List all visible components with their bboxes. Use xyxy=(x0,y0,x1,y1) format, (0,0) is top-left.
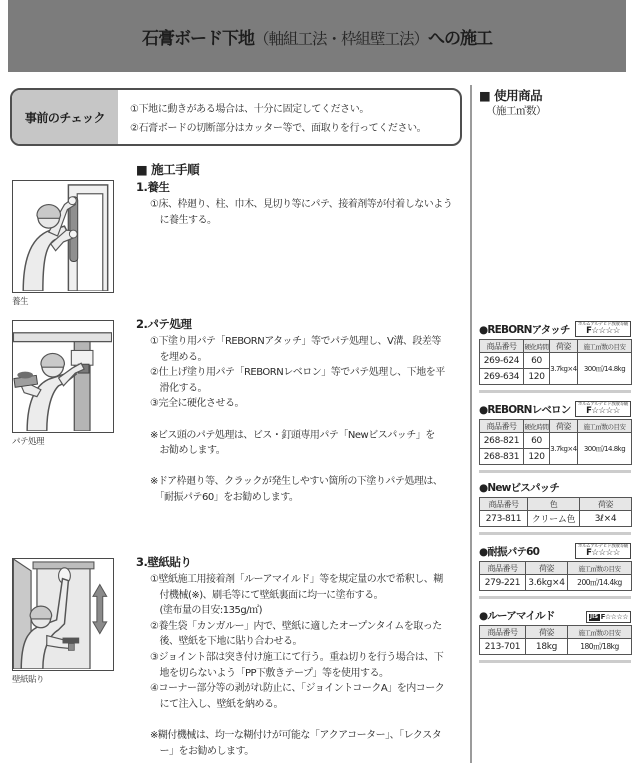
step-text-line xyxy=(150,412,470,428)
step-text-line: ①下塗り用パテ「REBORNアタッチ」等でパテ処理し、V溝、段差等 xyxy=(150,336,441,347)
title-part-main: 石膏ボード下地 xyxy=(141,28,254,49)
cell-coverage: 200㎡/14.4kg xyxy=(568,575,632,591)
step-kabegami xyxy=(136,554,470,759)
used-products-heading: ■ 使用商品 xyxy=(479,88,543,103)
product-table xyxy=(479,625,632,655)
step-pate xyxy=(136,316,470,506)
product-group-reborn-attach xyxy=(479,320,631,393)
col-header: 荷姿 xyxy=(550,340,578,353)
jis-rating-stars: F☆☆☆☆ xyxy=(600,613,628,621)
illustration-yojo-image xyxy=(12,180,114,293)
step-title: 1.養生 xyxy=(136,180,170,194)
precheck-label: 事前のチェック xyxy=(12,90,118,144)
illustration-caption: 壁紙貼り xyxy=(12,675,45,685)
cell-product-number: 269-624 xyxy=(480,353,524,369)
table-separator xyxy=(479,532,631,535)
f-rating-badge xyxy=(575,543,631,560)
step-text-line: ③ジョイント部は突き付け施工にて行う。重ね切りを行う場合は、下 xyxy=(150,651,444,663)
col-header: 硬化時間 xyxy=(524,420,550,433)
cell-product-number: 268-831 xyxy=(480,449,524,465)
cell-product-number: 273-811 xyxy=(480,511,528,527)
step-text-line: に養生する。 xyxy=(150,214,217,226)
procedure-heading: ■ 施工手順 xyxy=(136,162,200,177)
f-rating-stars: F☆☆☆☆ xyxy=(586,405,620,416)
step-text-line: ※糊付機械は、均一な糊付けが可能な「アクアコーター」、「レクスタ xyxy=(150,729,442,741)
illustration-caption: 養生 xyxy=(12,297,29,307)
product-group-rua-mild xyxy=(479,606,631,663)
illustration-kabegami xyxy=(12,558,114,685)
page-title-bar xyxy=(8,0,626,72)
illustration-pate xyxy=(12,320,114,447)
illustration-yojo xyxy=(12,180,114,307)
product-group-taishin-pate60 xyxy=(479,542,631,599)
step-text-line: ー」をお勧めします。 xyxy=(150,745,254,757)
step-text-line: ②仕上げ塗り用パテ「REBORNレベロン」等でパテ処理し、下地を平 xyxy=(150,367,445,379)
f-rating-stars: F☆☆☆☆ xyxy=(586,547,620,558)
f-rating-stars: F☆☆☆☆ xyxy=(586,325,620,336)
product-name: ●Newビスパッチ xyxy=(479,482,560,494)
cell-cure-time: 120 xyxy=(524,369,550,385)
cell-coverage: 300㎡/14.8kg xyxy=(578,353,632,385)
col-header: 施工㎡数の目安 xyxy=(578,340,632,353)
cell-product-number: 213-701 xyxy=(480,639,526,655)
step-title: 3.壁紙貼り xyxy=(136,555,192,569)
f-rating-caption: ホルムアルデヒド放散等級 xyxy=(577,401,628,407)
illustration-caption: パテ処理 xyxy=(12,437,45,447)
jis-f-rating-badge xyxy=(586,611,631,623)
col-header: 商品番号 xyxy=(480,498,528,511)
precheck-item: ①下地に動きがある場合は、十分に固定してください。 xyxy=(130,104,369,115)
col-header: 施工㎡数の目安 xyxy=(568,562,632,575)
step-title: 2.パテ処理 xyxy=(136,317,192,331)
jis-chip: JIS xyxy=(590,613,599,620)
col-header: 荷姿 xyxy=(550,420,578,433)
table-separator xyxy=(479,660,631,663)
step-text-line: ④コーナー部分等の剥がれ防止に、「ジョイントコークA」を内コーク xyxy=(150,683,445,695)
cell-product-number: 268-821 xyxy=(480,433,524,449)
cell-color: クリーム色 xyxy=(528,511,580,527)
used-products-subheading: （施工㎡数） xyxy=(486,105,546,117)
cell-cure-time: 60 xyxy=(524,353,550,369)
product-table xyxy=(479,497,632,527)
step-text-line: ③完全に硬化させる。 xyxy=(150,398,244,410)
col-header: 商品番号 xyxy=(480,626,526,639)
wallpaper-drawing xyxy=(13,559,112,669)
col-header: 施工㎡数の目安 xyxy=(568,626,632,639)
cell-product-number: 269-634 xyxy=(480,369,524,385)
masking-drawing xyxy=(13,181,112,291)
cell-cure-time: 120 xyxy=(524,449,550,465)
step-text-line: ②養生袋「カンガルー」内で、壁紙に適したオープンタイムを取った xyxy=(150,620,442,632)
col-header: 荷姿 xyxy=(580,498,632,511)
product-tables xyxy=(479,320,631,670)
putty-drawing xyxy=(13,321,112,431)
step-text-line xyxy=(150,459,470,475)
product-table xyxy=(479,561,632,591)
step-lines xyxy=(136,334,470,506)
table-separator xyxy=(479,470,631,473)
step-text-line: を埋める。 xyxy=(150,351,207,363)
step-text-line: ※ドア枠廻り等、クラックが発生しやすい箇所の下塗りパテ処理は、 xyxy=(150,476,443,488)
product-name: ●REBORNレベロン xyxy=(479,404,571,416)
title-part-paren: （軸組工法・枠組壁工法） xyxy=(253,29,428,48)
step-text-line: 付機械(※)、刷毛等にて壁紙裏面に均一に塗布する。 xyxy=(150,589,384,601)
col-header: 硬化時間 xyxy=(524,340,550,353)
f-rating-badge xyxy=(575,321,631,338)
f-rating-caption: ホルムアルデヒド放散等級 xyxy=(577,543,628,549)
cell-product-number: 279-221 xyxy=(480,575,526,591)
title-part-suffix: への施工 xyxy=(428,28,492,49)
step-text-line: ①壁紙施工用接着剤「ルーアマイルド」等を規定量の水で希釈し、糊 xyxy=(150,574,443,585)
page-title xyxy=(142,24,492,49)
step-text-line: (塗布量の目安:135g/㎡) xyxy=(150,605,262,617)
product-name: ●REBORNアタッチ xyxy=(479,324,570,336)
f-rating-badge xyxy=(575,401,631,418)
product-table xyxy=(479,339,632,385)
table-separator xyxy=(479,390,631,393)
step-yojo xyxy=(136,179,470,228)
product-table xyxy=(479,419,632,465)
cell-pack: 18kg xyxy=(526,639,568,655)
precheck-body xyxy=(118,90,460,144)
illustration-pate-image xyxy=(12,320,114,433)
step-lines xyxy=(136,572,470,759)
col-header: 施工㎡数の目安 xyxy=(578,420,632,433)
cell-cure-time: 60 xyxy=(524,433,550,449)
step-text-line: 滑化する。 xyxy=(150,382,207,394)
precheck-box xyxy=(10,88,462,146)
column-divider xyxy=(470,85,472,763)
step-text-line: お勧めします。 xyxy=(150,445,226,457)
illustration-kabegami-image xyxy=(12,558,114,671)
step-text-line: にて注入し、壁紙を納める。 xyxy=(150,698,283,710)
col-header: 商品番号 xyxy=(480,562,526,575)
col-header: 荷姿 xyxy=(526,626,568,639)
precheck-item: ②石膏ボードの切断部分はカッター等で、面取りを行ってください。 xyxy=(130,123,427,134)
col-header: 商品番号 xyxy=(480,420,524,433)
col-header: 色 xyxy=(528,498,580,511)
cell-coverage: 300㎡/14.8kg xyxy=(578,433,632,465)
col-header: 商品番号 xyxy=(480,340,524,353)
step-text-line: 地を切らないよう「PP下敷きテープ」等を使用する。 xyxy=(150,667,389,679)
product-group-new-bispatch xyxy=(479,480,631,535)
col-header: 荷姿 xyxy=(526,562,568,575)
cell-pack: 3.7kg×4 xyxy=(550,433,578,465)
step-text-line: ①床、枠廻り、柱、巾木、見切り等にパテ、接着剤等が付着しないよう xyxy=(150,199,453,210)
step-text-line: 後、壁紙を下地に貼り合わせる。 xyxy=(150,636,302,648)
f-rating-caption: ホルムアルデヒド放散等級 xyxy=(577,321,628,327)
step-lines xyxy=(136,197,470,228)
cell-pack: 3.7kg×4 xyxy=(550,353,578,385)
step-text-line xyxy=(150,712,470,728)
product-name: ●耐振パテ60 xyxy=(479,546,540,558)
product-name: ●ルーアマイルド xyxy=(479,610,555,622)
step-text-line: ※ビス頭のパテ処理は、ビス・釘頭専用パテ「Newビスパッチ」を xyxy=(150,429,435,441)
step-text-line: 「耐振パテ60」をお勧めします。 xyxy=(150,491,299,503)
table-separator xyxy=(479,596,631,599)
cell-pack: 3ℓ×4 xyxy=(580,511,632,527)
product-group-reborn-leveron xyxy=(479,400,631,473)
cell-pack: 3.6kg×4 xyxy=(526,575,568,591)
cell-coverage: 180㎡/18kg xyxy=(568,639,632,655)
